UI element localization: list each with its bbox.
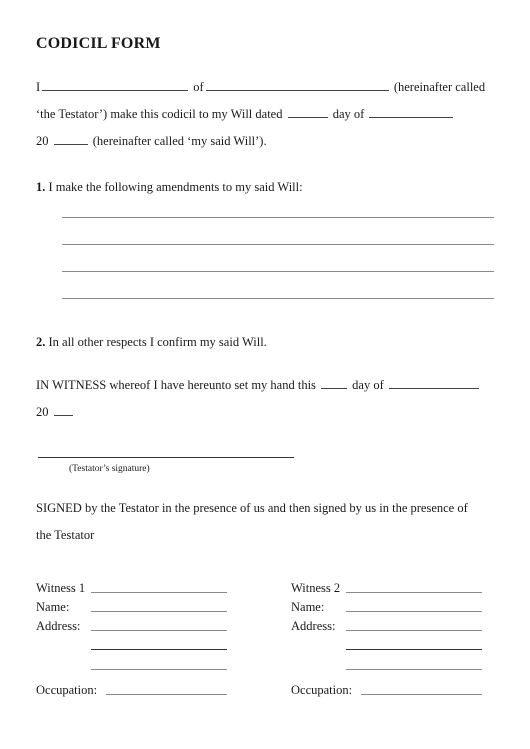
amendment-line-2[interactable] [62,244,494,245]
witness-2-address-line-3[interactable] [346,669,482,670]
clause-1-number: 1. [36,180,46,194]
will-year-blank[interactable] [54,134,88,145]
intro-line-1 [36,80,485,94]
witness-day-of: day of [352,378,384,392]
witness-2-signature-line[interactable] [346,592,482,593]
intro-line-2 [36,107,455,121]
intro-i: I [36,80,41,94]
clause-1 [36,181,303,194]
witness-1-occupation-line[interactable] [106,694,227,695]
witness-1-name-label: Name: [36,600,70,614]
witness-1-address-label: Address: [36,619,81,633]
clause-1-text: I make the following amendments to my said Will: [48,180,303,194]
witness-1-occupation-label: Occupation: [36,683,98,697]
clause-2 [36,336,267,349]
witness-month-blank[interactable] [389,378,479,389]
witness-clause-line-1 [36,378,481,392]
witness-clause-text: IN WITNESS whereof I have hereunto set my hand this [36,378,316,392]
testator-address-blank[interactable] [206,80,389,91]
testator-name-blank[interactable] [42,80,188,91]
clause-2-number: 2. [36,335,46,349]
amendment-line-4[interactable] [62,298,494,299]
witness-year-blank[interactable] [54,405,73,416]
amendment-line-1[interactable] [62,217,494,218]
will-day-blank[interactable] [288,107,328,118]
signed-text-line-2: the Testator [36,528,95,542]
witness-1-name-line[interactable] [91,611,227,612]
witness-2-address-line-2[interactable] [346,649,482,650]
witness-2-name-line[interactable] [346,611,482,612]
witness-1-heading: Witness 1 [36,581,86,595]
witness-2-address-line-1[interactable] [346,630,482,631]
testator-signature-label: (Testator’s signature) [69,464,150,474]
witness-clause-line-2 [36,405,75,419]
witness-1-address-line-2[interactable] [91,649,227,650]
witness-2-occupation-line[interactable] [361,694,482,695]
intro-year-prefix: 20 [36,134,49,148]
intro-hereinafter: (hereinafter called [393,80,486,94]
witness-day-blank[interactable] [321,378,347,389]
page-title: CODICIL FORM [36,35,161,52]
amendment-line-3[interactable] [62,271,494,272]
witness-2-address-label: Address: [291,619,336,633]
clause-2-text: In all other respects I confirm my said Will. [48,335,267,349]
intro-will-dated: ‘the Testator’) make this codicil to my Will dated [36,107,283,121]
witness-year-prefix: 20 [36,405,49,419]
witness-1-address-line-3[interactable] [91,669,227,670]
signed-text-line-1: SIGNED by the Testator in the presence of us and then signed by us in the presence of [36,501,468,515]
intro-day-of: day of [332,107,365,121]
intro-of: of [193,80,204,94]
witness-1-address-line-1[interactable] [91,630,227,631]
testator-signature-line[interactable] [38,457,294,458]
will-month-blank[interactable] [369,107,453,118]
intro-line-3 [36,134,267,148]
witness-2-occupation-label: Occupation: [291,683,353,697]
witness-2-heading: Witness 2 [291,581,341,595]
witness-1-signature-line[interactable] [91,592,227,593]
witness-2-name-label: Name: [291,600,325,614]
intro-my-said-will: (hereinafter called ‘my said Will’). [92,134,267,148]
